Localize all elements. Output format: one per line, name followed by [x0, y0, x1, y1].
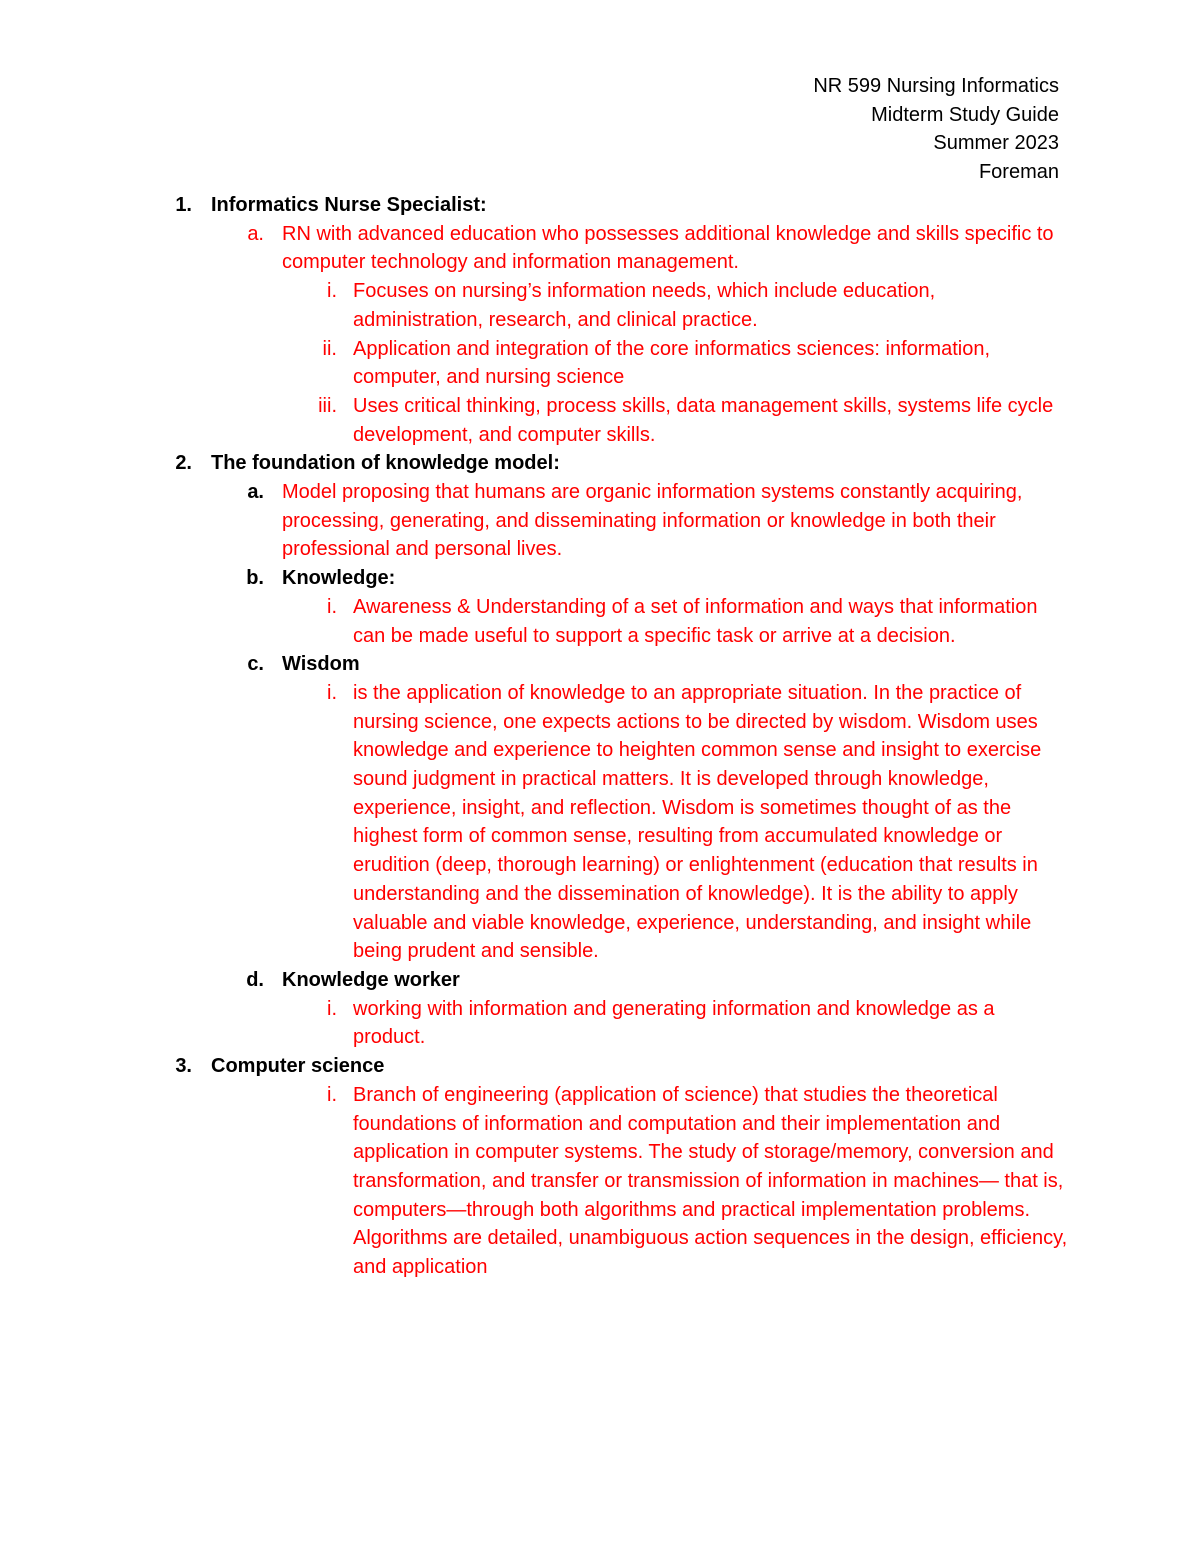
sub-item	[0, 679, 1200, 966]
sub-item-text: working with information and generating information and knowledge as a product.	[353, 997, 995, 1049]
section-number: 1.	[175, 194, 192, 216]
document-header	[813, 72, 1059, 186]
sub-item-text: Application and integration of the core informatics sciences: information, computer, and nursing science	[353, 337, 991, 389]
sub-item	[0, 593, 1200, 650]
definition-item	[0, 478, 1200, 564]
sub-item-text: is the application of knowledge to an appropriate situation. In the practice of nursing science, one expects actions to be directed by wisdom. Wisdom uses knowledge and experience to heighten common sense and insight to exercise sound judgment in practical matters. It is developed through knowledge, experience, insight, and reflection. Wisdom is sometimes thought of as the highest form of common sense, resulting from accumulated knowledge or erudition (deep, thorough learning) or enlightenment (education that results in understanding and the dissemination of knowledge). It is the ability to apply valuable and viable knowledge, experience, understanding, and insight while being prudent and sensible.	[353, 681, 1042, 963]
item-marker: b.	[246, 567, 264, 590]
item-marker: a.	[247, 481, 264, 504]
subheading-item	[0, 966, 1200, 995]
sub-item-text: Uses critical thinking, process skills, data management skills, systems life cycle development, and computer skills.	[353, 394, 1054, 446]
sub-item-marker: i.	[327, 1083, 337, 1106]
term: Summer 2023	[933, 132, 1059, 155]
sub-item-marker: i.	[327, 681, 337, 704]
item-text: RN with advanced education who possesses additional knowledge and skills specific to computer technology and information management.	[282, 222, 1054, 274]
section-number: 2.	[175, 452, 192, 475]
study-guide-outline	[0, 191, 1200, 1282]
sub-item	[0, 335, 1200, 392]
sub-item	[0, 277, 1200, 334]
sub-item	[0, 392, 1200, 449]
section-title: Informatics Nurse Specialist:	[211, 194, 487, 216]
sub-item-marker: i.	[327, 280, 337, 303]
section-title: The foundation of knowledge model:	[211, 452, 560, 475]
section-heading	[0, 449, 1200, 478]
sub-item	[0, 1081, 1200, 1282]
item-title: Knowledge worker	[282, 968, 460, 991]
item-text: Model proposing that humans are organic information systems constantly acquiring, processing, generating, and disseminating information or knowledge in both their professional and personal lives.	[282, 481, 1023, 561]
section-heading	[0, 1052, 1200, 1081]
sub-item-marker: i.	[327, 595, 337, 618]
definition-item	[0, 220, 1200, 277]
course-title: NR 599 Nursing Informatics	[813, 75, 1059, 97]
subheading-item	[0, 650, 1200, 679]
sub-item-marker: i.	[327, 997, 337, 1020]
sub-item-marker: iii.	[318, 394, 337, 417]
item-title: Wisdom	[282, 653, 360, 676]
sub-item-text: Awareness & Understanding of a set of information and ways that information can be made useful to support a specific task or arrive at a decision.	[353, 595, 1038, 647]
item-title: Knowledge:	[282, 567, 396, 590]
author: Foreman	[978, 160, 1059, 183]
section-title: Computer science	[211, 1055, 385, 1078]
section-heading	[0, 191, 1200, 220]
guide-title: Midterm Study Guide	[871, 103, 1059, 126]
item-marker: c.	[247, 653, 264, 676]
section-number: 3.	[175, 1055, 192, 1078]
item-marker: a.	[247, 222, 264, 245]
subheading-item	[0, 564, 1200, 593]
sub-item-text: Branch of engineering (application of science) that studies the theoretical foundations of information and computation and their implementation and application in computer systems. The study of storage/memory, conversion and transformation, and transfer or transmission of information in machines— that is, computers—through both algorithms and practical implementation problems. Algorithms are detailed, unambiguous action sequences in the design, efficiency, and application	[353, 1083, 1068, 1279]
item-marker: d.	[246, 968, 264, 991]
sub-item-marker: ii.	[322, 337, 337, 360]
sub-item	[0, 995, 1200, 1052]
sub-item-text: Focuses on nursing’s information needs, which include education, administration, research, and clinical practice.	[353, 280, 936, 331]
